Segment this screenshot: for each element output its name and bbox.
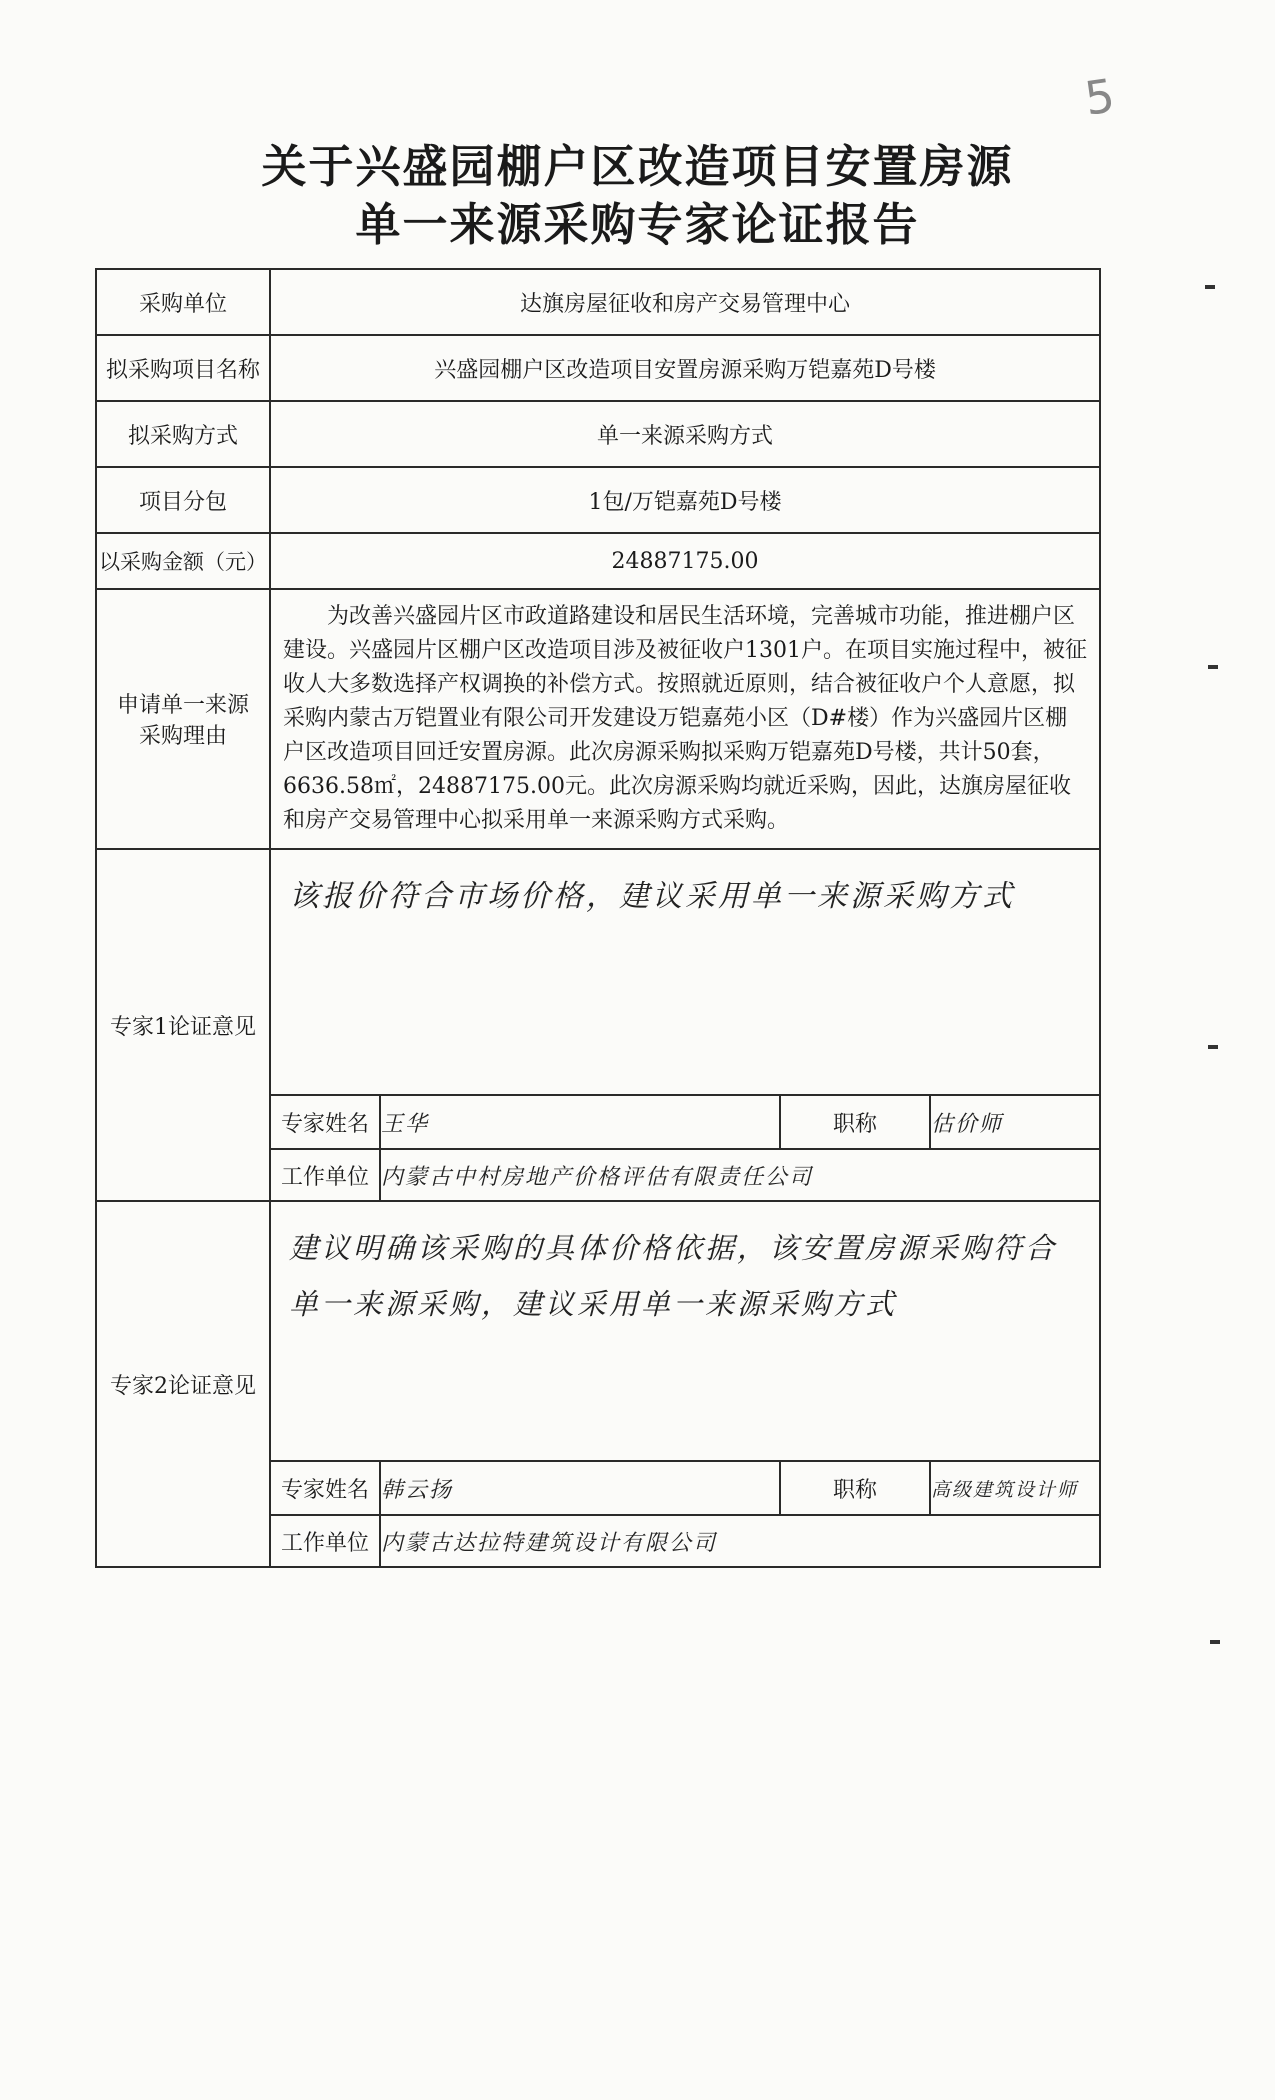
expert2-section-label: 专家2论证意见 xyxy=(96,1201,270,1567)
row-reason xyxy=(96,589,1100,849)
expert1-opinion-cell xyxy=(270,849,1100,1095)
title-line-1: 关于兴盛园棚户区改造项目安置房源 xyxy=(261,140,1014,193)
package-label: 项目分包 xyxy=(96,467,270,533)
unit-label: 采购单位 xyxy=(96,269,270,335)
expert2-title: 高级建筑设计师 xyxy=(930,1461,1100,1515)
row-procurement-unit xyxy=(96,269,1100,335)
expert1-name-label: 专家姓名 xyxy=(270,1095,380,1149)
row-expert2-opinion xyxy=(96,1201,1100,1461)
expert1-title-label: 职称 xyxy=(780,1095,930,1149)
scan-edge-mark xyxy=(1205,285,1215,289)
expert2-title-label: 职称 xyxy=(780,1461,930,1515)
amount-value: 24887175.00 xyxy=(270,533,1100,589)
expert2-opinion: 建议明确该采购的具体价格依据，该安置房源采购符合单一来源采购，建议采用单一来源采购方式 xyxy=(289,1231,1058,1321)
project-label: 拟采购项目名称 xyxy=(96,335,270,401)
scan-edge-mark xyxy=(1208,665,1218,669)
expert1-name: 王华 xyxy=(380,1095,780,1149)
expert1-section-label: 专家1论证意见 xyxy=(96,849,270,1201)
method-label: 拟采购方式 xyxy=(96,401,270,467)
expert1-work-label: 工作单位 xyxy=(270,1149,380,1201)
package-value: 1包/万铠嘉苑D号楼 xyxy=(270,467,1100,533)
scan-edge-mark xyxy=(1208,1045,1218,1049)
amount-label: 以采购金额（元） xyxy=(96,533,270,589)
unit-value: 达旗房屋征收和房产交易管理中心 xyxy=(270,269,1100,335)
row-expert1-opinion xyxy=(96,849,1100,1095)
expert2-work: 内蒙古达拉特建筑设计有限公司 xyxy=(380,1515,1100,1567)
expert2-name-label: 专家姓名 xyxy=(270,1461,380,1515)
expert2-name: 韩云扬 xyxy=(380,1461,780,1515)
expert1-opinion: 该报价符合市场价格，建议采用单一来源采购方式 xyxy=(289,879,1015,914)
row-amount xyxy=(96,533,1100,589)
expert2-work-label: 工作单位 xyxy=(270,1515,380,1567)
method-value: 单一来源采购方式 xyxy=(270,401,1100,467)
reason-label: 申请单一来源采购理由 xyxy=(96,589,270,849)
row-package xyxy=(96,467,1100,533)
title-line-2: 单一来源采购专家论证报告 xyxy=(355,198,920,251)
row-project-name xyxy=(96,335,1100,401)
expert1-title: 估价师 xyxy=(930,1095,1100,1149)
project-value: 兴盛园棚户区改造项目安置房源采购万铠嘉苑D号楼 xyxy=(270,335,1100,401)
expert2-opinion-cell xyxy=(270,1201,1100,1461)
reason-text: 为改善兴盛园片区市政道路建设和居民生活环境，完善城市功能，推进棚户区建设。兴盛园片区棚户区改造项目涉及被征收户1301户。在项目实施过程中，被征收人大多数选择产权调换的补偿方式。按照就近原则，结合被征收户个人意愿，拟采购内蒙古万铠置业有限公司开发建设万铠嘉苑小区（D#楼）作为兴盛园片区棚户区改造项目回迁安置房源。此次房源采购拟采购万铠嘉苑D号楼，共计50套，6636.58㎡，24887175.00元。此次房源采购均就近采购，因此，达旗房屋征收和房产交易管理中心拟采用单一来源采购方式采购。 xyxy=(270,589,1100,849)
document-title xyxy=(0,138,1275,254)
expert-report-form xyxy=(95,268,1101,1568)
page-number-mark: 5 xyxy=(1081,68,1118,126)
scan-edge-mark xyxy=(1210,1640,1220,1644)
row-procurement-method xyxy=(96,401,1100,467)
expert1-work: 内蒙古中村房地产价格评估有限责任公司 xyxy=(380,1149,1100,1201)
